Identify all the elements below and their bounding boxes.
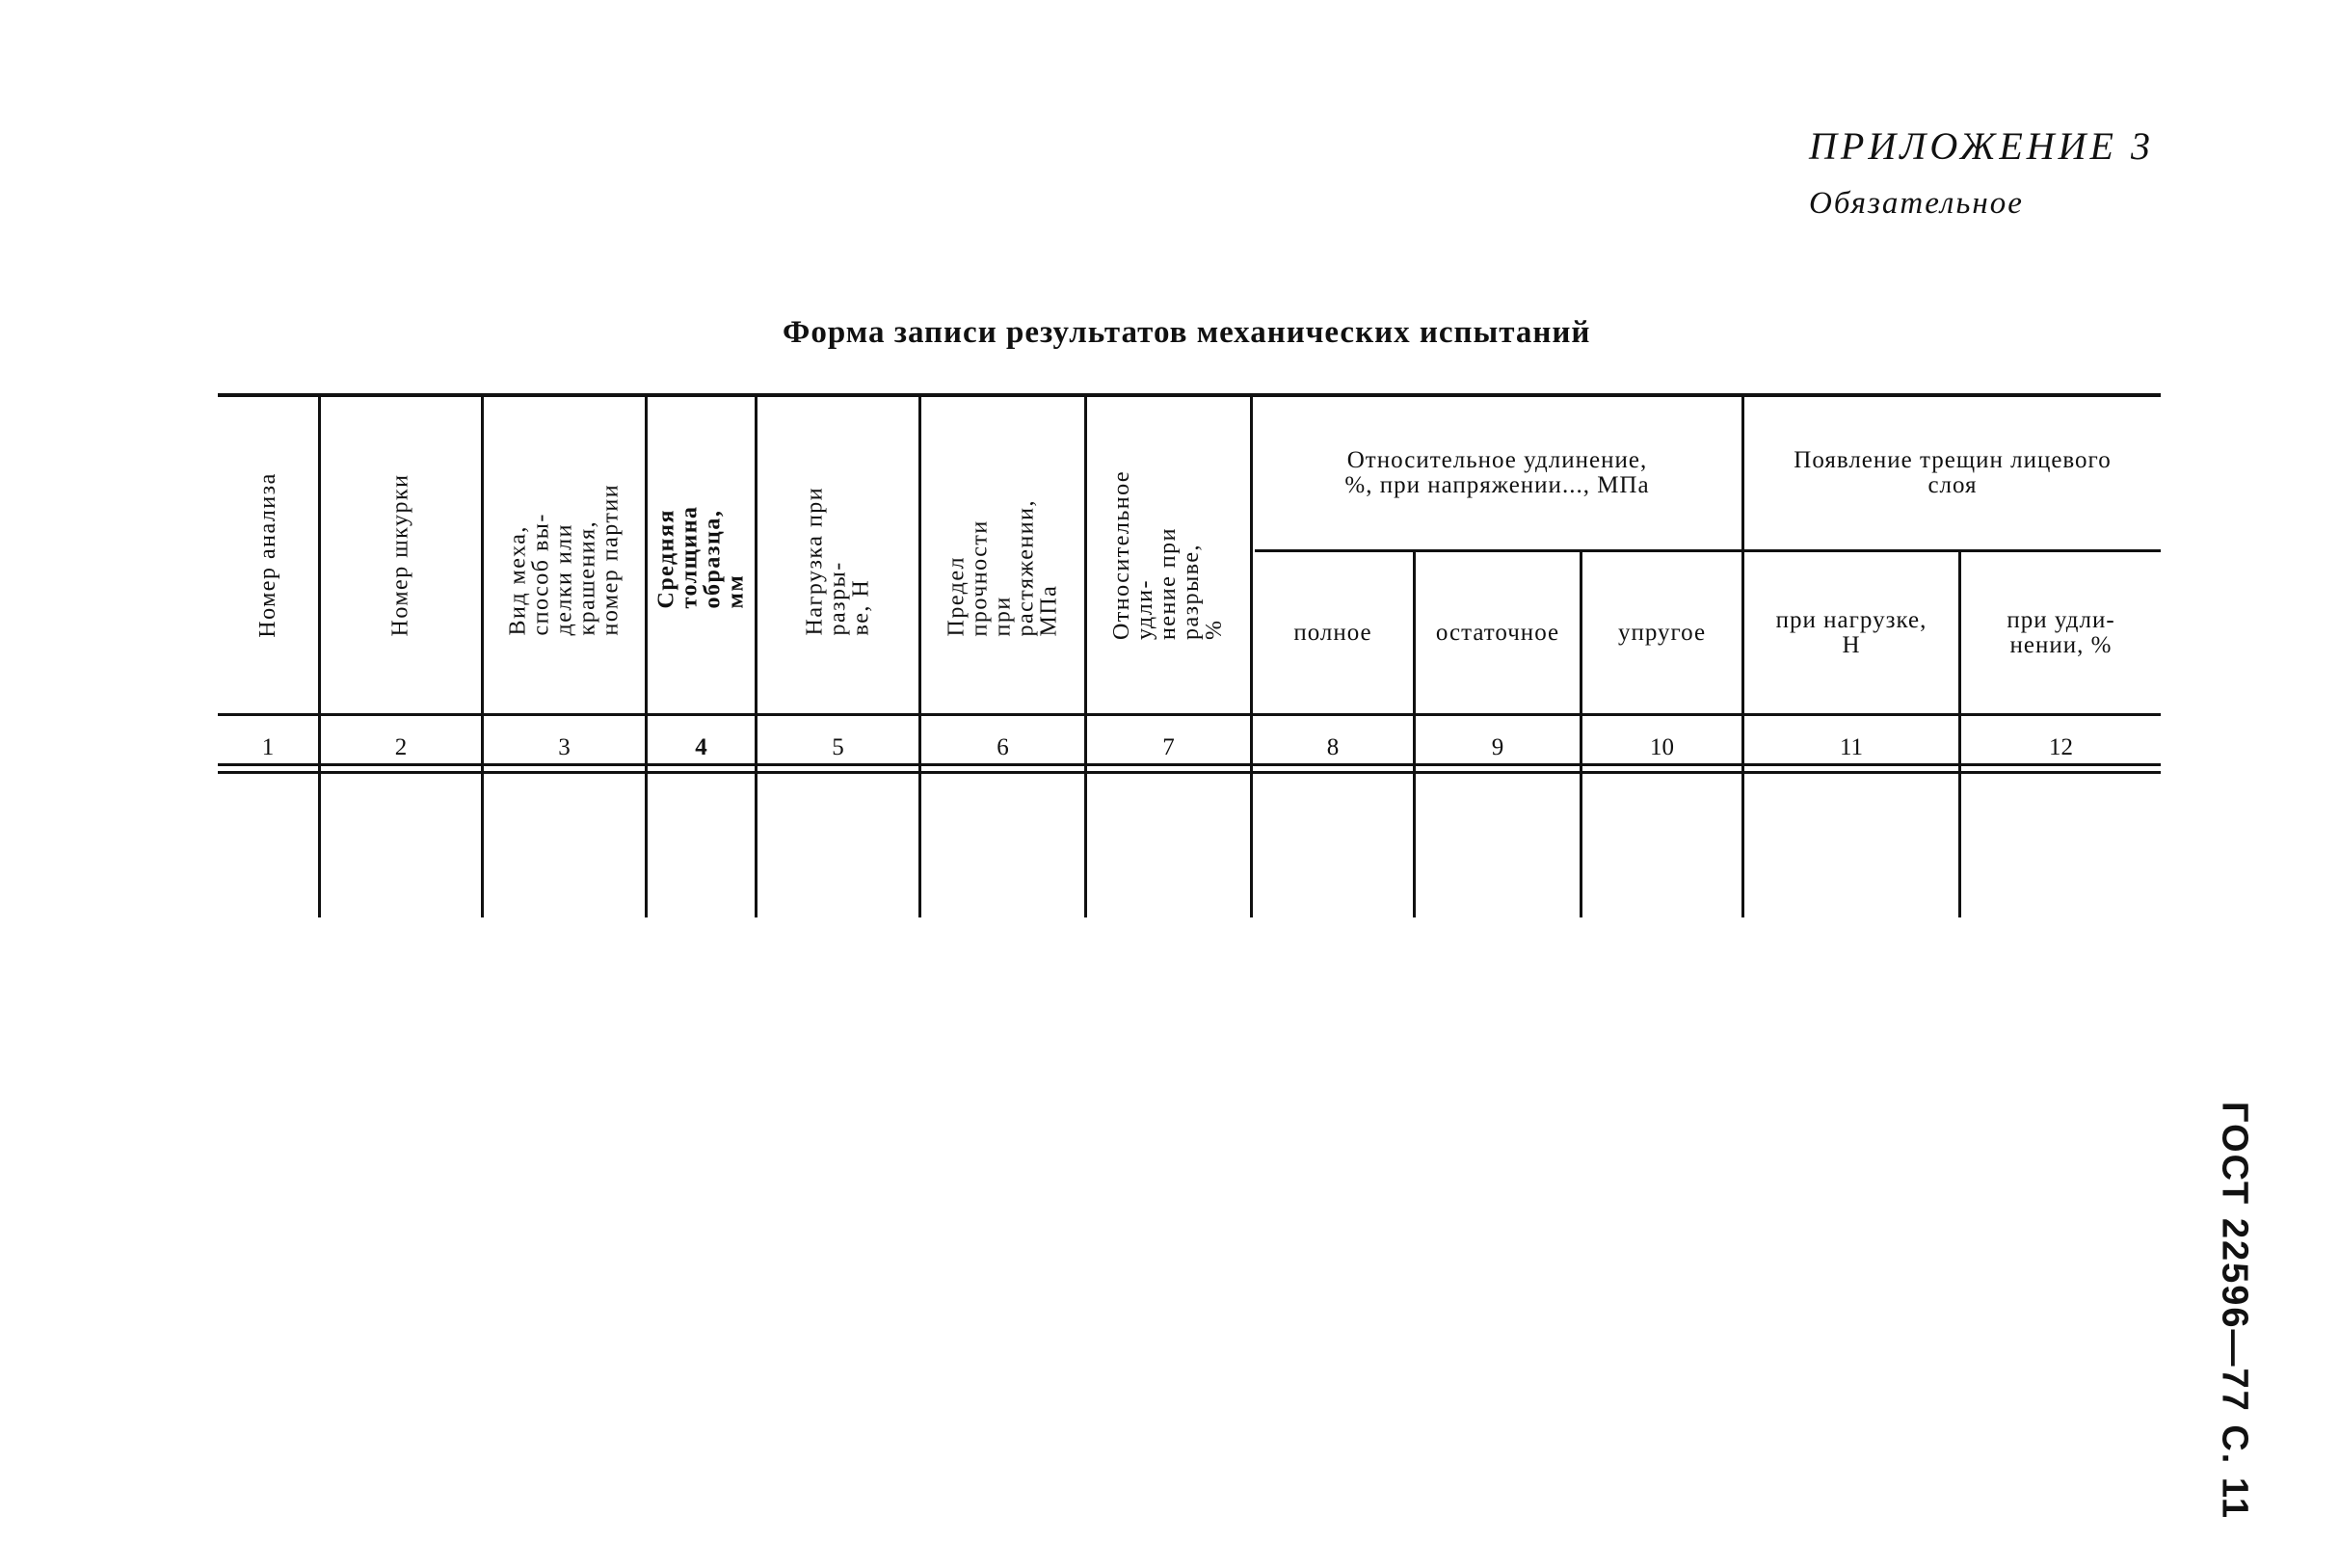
header-average-thickness: Средняя толщина образца, мм [653,505,749,609]
numbers-bottom-rule-2 [218,771,2161,774]
header-group-cracks: Появление трещин лицевого слоя [1794,447,2112,498]
col-number-6: 6 [997,734,1009,760]
col-number-2: 2 [394,734,408,760]
col-number-8: 8 [1326,734,1340,760]
header-fur-type: Вид меха, способ вы- делки или крашения, номер партии [505,483,624,636]
header-elongation-elastic: упругое [1617,619,1707,646]
header-elongation-at-break: Относительное удли- нение при разрыве, % [1109,469,1228,641]
header-cracks-elongation: при удли- нении, % [2007,606,2115,658]
col-number-11: 11 [1839,734,1864,760]
header-bottom-rule [218,713,2161,716]
header-tensile-strength: Предел прочности при растяжении, МПа [944,499,1062,637]
header-group-elongation: Относительное удлинение, %, при напряжении..., МПа [1344,447,1650,498]
appendix-subtitle: Обязательное [1809,186,2024,221]
col-number-1: 1 [261,734,275,760]
header-pelt-number: Номер шкурки [388,473,413,637]
header-elongation-full: полное [1293,619,1372,646]
document-code-text: ГОСТ 22596—77 С. 11 [2214,1101,2255,1521]
appendix-title: ПРИЛОЖЕНИЕ 3 [1809,124,2154,168]
header-cracks-load: при нагрузке, Н [1775,606,1927,658]
col-number-12: 12 [2049,734,2073,760]
col-number-5: 5 [832,734,844,760]
col-number-4: 4 [695,734,707,760]
header-analysis-number: Номер анализа [255,472,280,638]
col-number-3: 3 [558,734,571,760]
header-break-load: Нагрузка при разры- ве, Н [802,486,874,636]
header-elongation-residual: остаточное [1435,619,1560,646]
col-number-10: 10 [1650,734,1674,760]
col-number-7: 7 [1162,734,1175,760]
col-number-9: 9 [1491,734,1504,760]
form-title: Форма записи результатов механических испытаний [783,315,1591,350]
